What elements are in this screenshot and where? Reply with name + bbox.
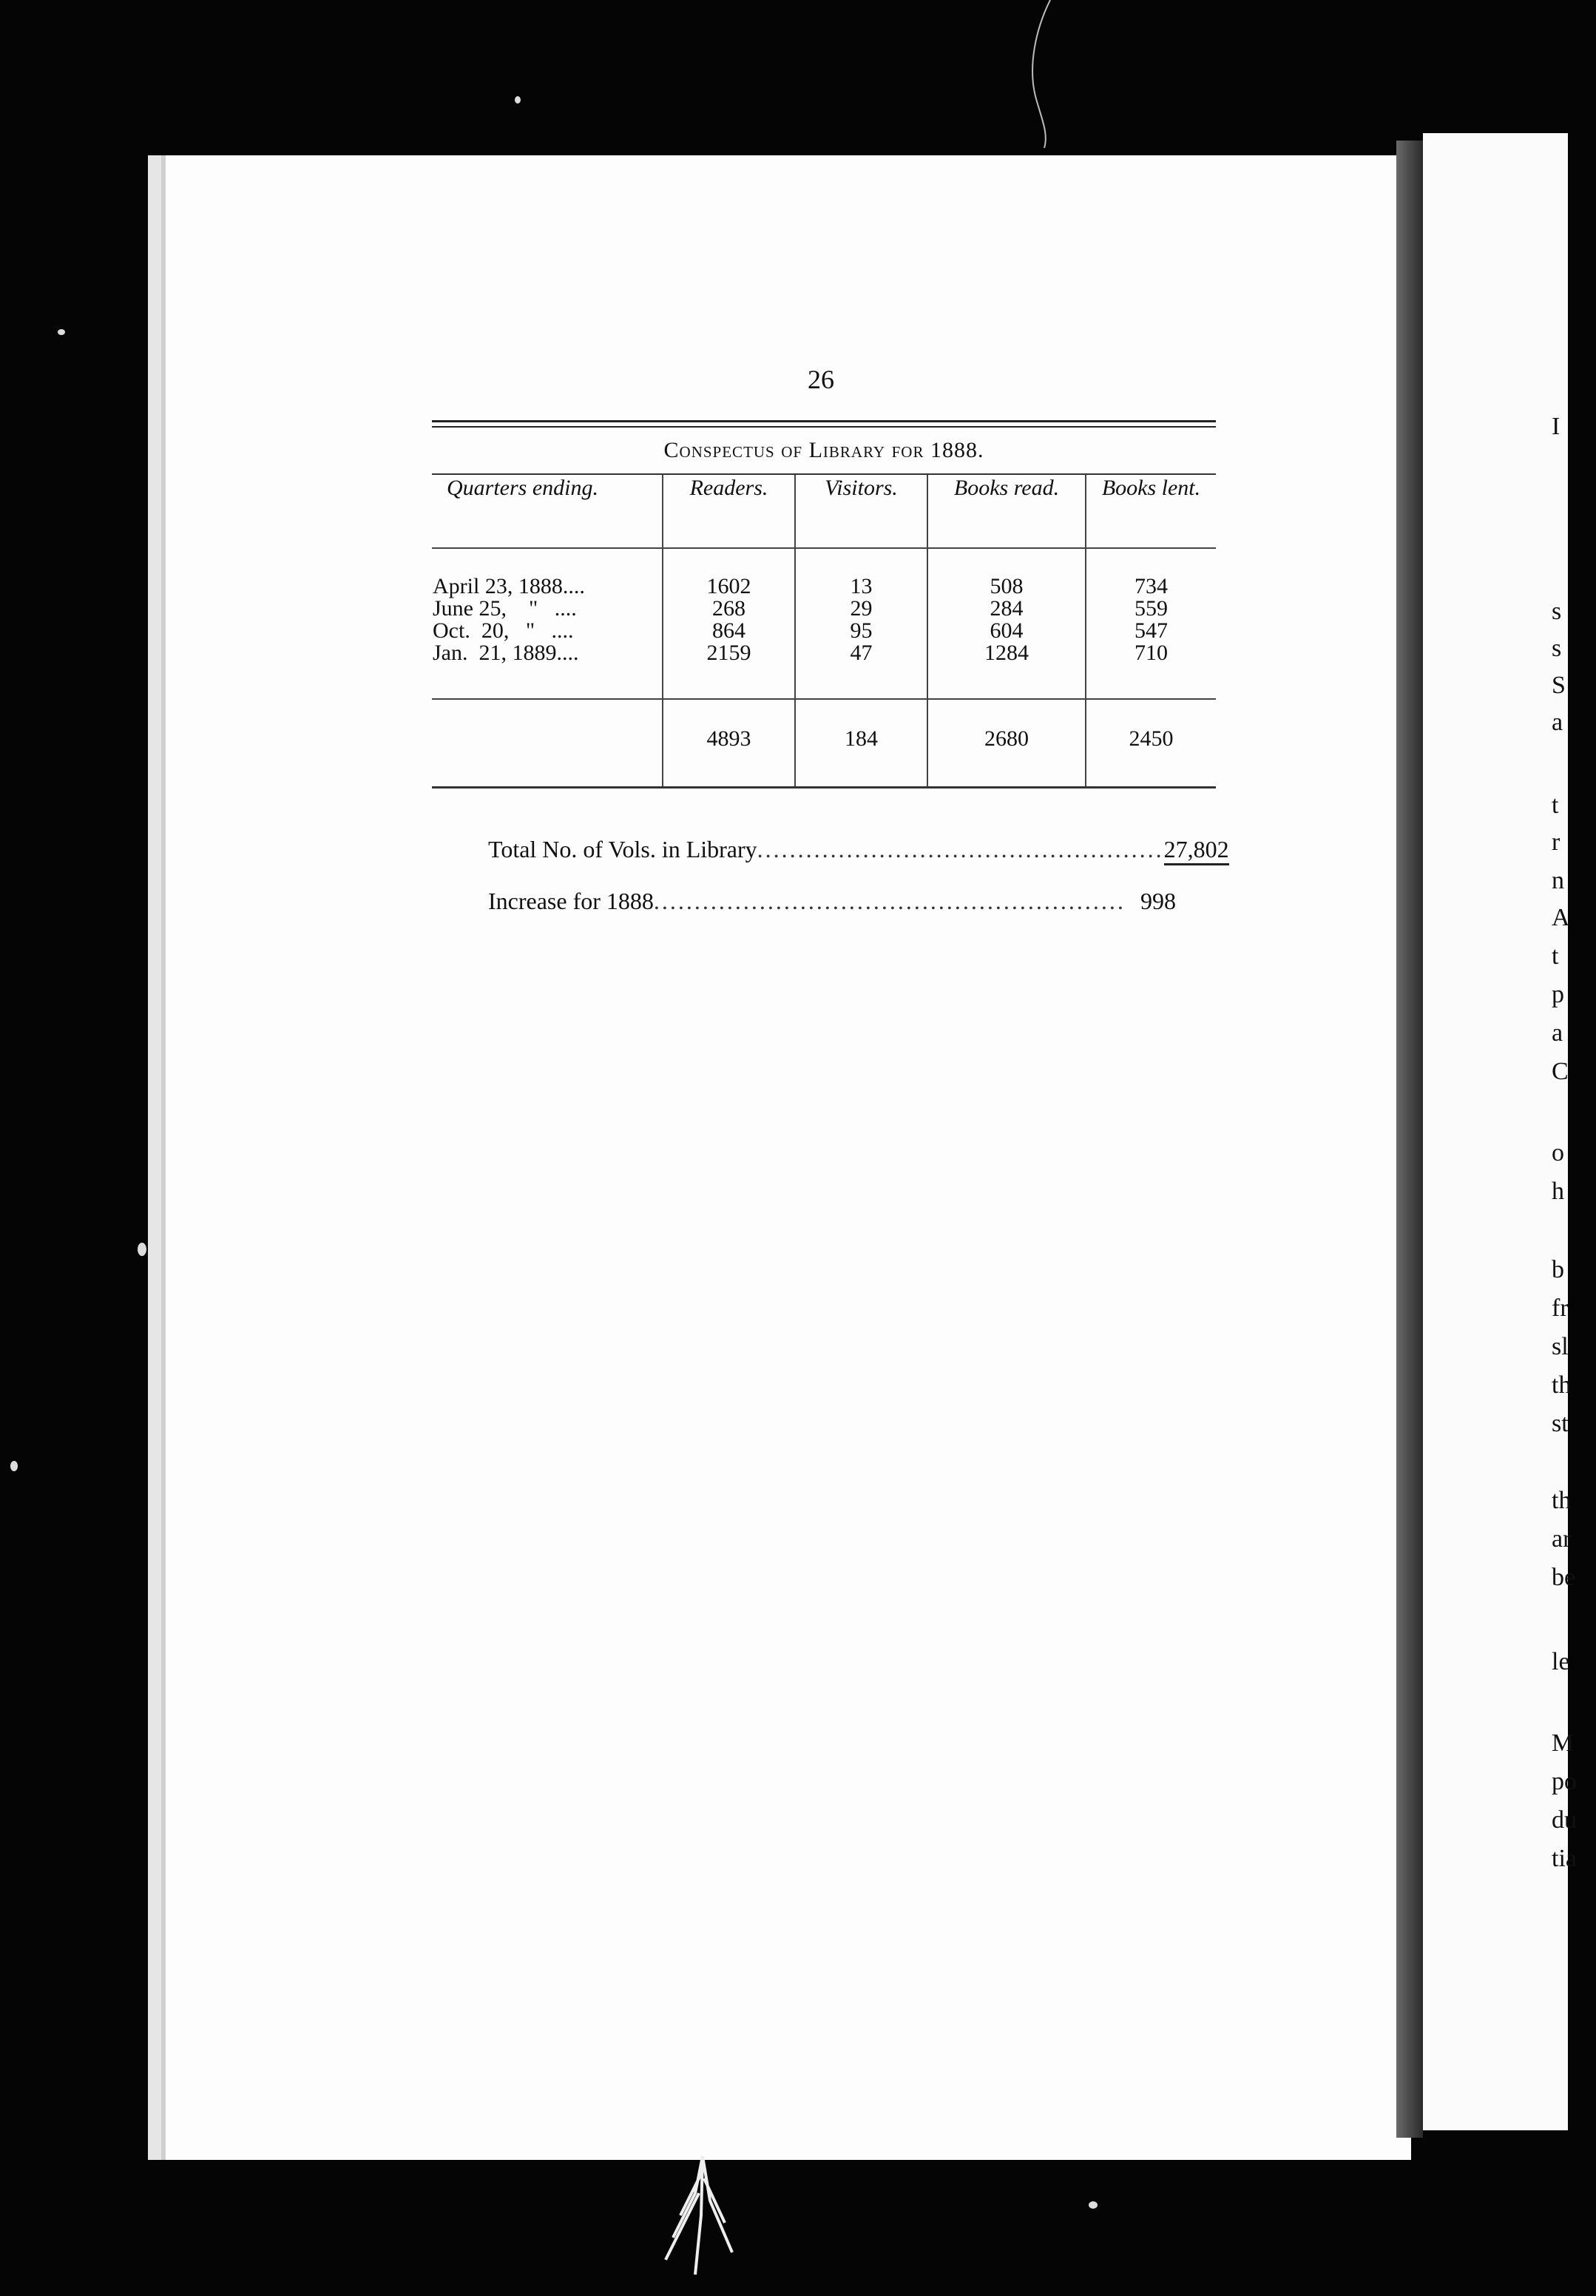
facing-page-fragment: be [1552, 1564, 1576, 1591]
dust-speck [515, 96, 521, 104]
dust-speck [1089, 2201, 1098, 2209]
facing-page-fragment: C [1552, 1058, 1569, 1085]
books-lent-column [1086, 548, 1216, 699]
library-conspectus-table [432, 420, 1216, 789]
visitors-value: 13 [850, 574, 873, 598]
total-books-read: 2680 [927, 699, 1086, 786]
facing-page-fragment: t [1552, 942, 1559, 970]
books-lent-value: 547 [1135, 618, 1168, 643]
visitors-value: 47 [850, 641, 873, 665]
readers-column [663, 548, 795, 699]
increase-label: Increase for 1888 [488, 888, 654, 914]
facing-page-fragment: sl [1552, 1333, 1569, 1360]
visitors-value: 95 [850, 618, 873, 643]
leader-dots: .................................................. [757, 836, 1164, 862]
right-page [1423, 133, 1568, 2130]
facing-page-fragment: le [1552, 1648, 1570, 1675]
dust-speck [10, 1461, 18, 1471]
dust-speck [58, 329, 65, 335]
facing-page-fragment: M [1552, 1729, 1575, 1757]
books-read-column [927, 548, 1086, 699]
total-vols-value: 27,802 [1164, 836, 1229, 865]
dust-speck [138, 1243, 146, 1256]
facing-page-fragment: h [1552, 1178, 1564, 1205]
increase-value: 998 [1140, 888, 1176, 914]
books-read-value: 604 [990, 618, 1024, 643]
facing-page-fragment: b [1552, 1256, 1564, 1283]
quarter-label: April 23, 1888.... [433, 574, 585, 598]
facing-page-fragment: I [1552, 413, 1561, 440]
facing-page-fragment: s [1552, 598, 1562, 625]
facing-page-fragment: a [1552, 1019, 1563, 1047]
paper-tuft [651, 2149, 754, 2282]
readers-value: 864 [712, 618, 745, 643]
bottom-rule [432, 786, 1216, 789]
visitors-column [795, 548, 927, 699]
facing-page-fragment: du [1552, 1806, 1577, 1834]
facing-page-fragment: st [1552, 1410, 1569, 1437]
quarter-label: June 25, " .... [433, 596, 577, 621]
books-read-value: 508 [990, 574, 1024, 598]
double-rule [432, 420, 1216, 428]
thread-strand [1028, 0, 1058, 148]
header-readers: Readers. [663, 475, 795, 548]
facing-page-fragment: t [1552, 791, 1559, 819]
header-row [432, 475, 1216, 548]
books-read-value: 284 [990, 596, 1024, 621]
facing-page-fragment: o [1552, 1139, 1564, 1166]
facing-page-fragment: tia [1552, 1845, 1577, 1872]
quarter-label: Jan. 21, 1889.... [433, 641, 579, 665]
facing-page-fragment: r [1552, 828, 1561, 856]
facing-page-fragment: th [1552, 1371, 1572, 1399]
total-vols-line [488, 836, 1229, 888]
facing-page-fragment: n [1552, 867, 1564, 894]
page-number: 26 [808, 365, 834, 394]
total-books-lent: 2450 [1086, 699, 1216, 786]
header-books-lent: Books lent. [1086, 475, 1216, 548]
books-lent-value: 559 [1135, 596, 1168, 621]
total-vols-label: Total No. of Vols. in Library [488, 836, 757, 862]
readers-value: 2159 [706, 641, 751, 665]
totals-label [432, 699, 663, 786]
quarters-column [432, 548, 663, 699]
total-visitors: 184 [795, 699, 927, 786]
stats-table [432, 475, 1216, 786]
totals-row [432, 699, 1216, 786]
data-rows [432, 548, 1216, 699]
books-lent-value: 734 [1135, 574, 1168, 598]
facing-page-fragment: s [1552, 635, 1562, 662]
books-lent-value: 710 [1135, 641, 1168, 665]
total-readers: 4893 [663, 699, 795, 786]
header-quarters: Quarters ending. [432, 475, 663, 548]
facing-page-fragment: ar [1552, 1525, 1572, 1553]
quarter-label: Oct. 20, " .... [433, 618, 574, 643]
facing-page-fragment: a [1552, 709, 1563, 736]
increase-line [488, 888, 1176, 939]
header-books-read: Books read. [927, 475, 1086, 548]
book-gutter [1396, 141, 1423, 2138]
table-title: Conspectus of Library for 1888. [432, 438, 1216, 475]
facing-page-fragment: po [1552, 1768, 1577, 1795]
facing-page-fragment: p [1552, 981, 1564, 1008]
leader-dots: .......................................................... [653, 888, 1126, 914]
facing-page-fragment: fr [1552, 1294, 1569, 1322]
books-read-value: 1284 [984, 641, 1029, 665]
visitors-value: 29 [850, 596, 873, 621]
library-summary [488, 836, 1229, 939]
facing-page-fragment: A [1552, 904, 1570, 931]
header-visitors: Visitors. [795, 475, 927, 548]
readers-value: 1602 [706, 574, 751, 598]
facing-page-fragment: S [1552, 672, 1566, 699]
facing-page-fragment: th [1552, 1487, 1572, 1514]
readers-value: 268 [712, 596, 745, 621]
